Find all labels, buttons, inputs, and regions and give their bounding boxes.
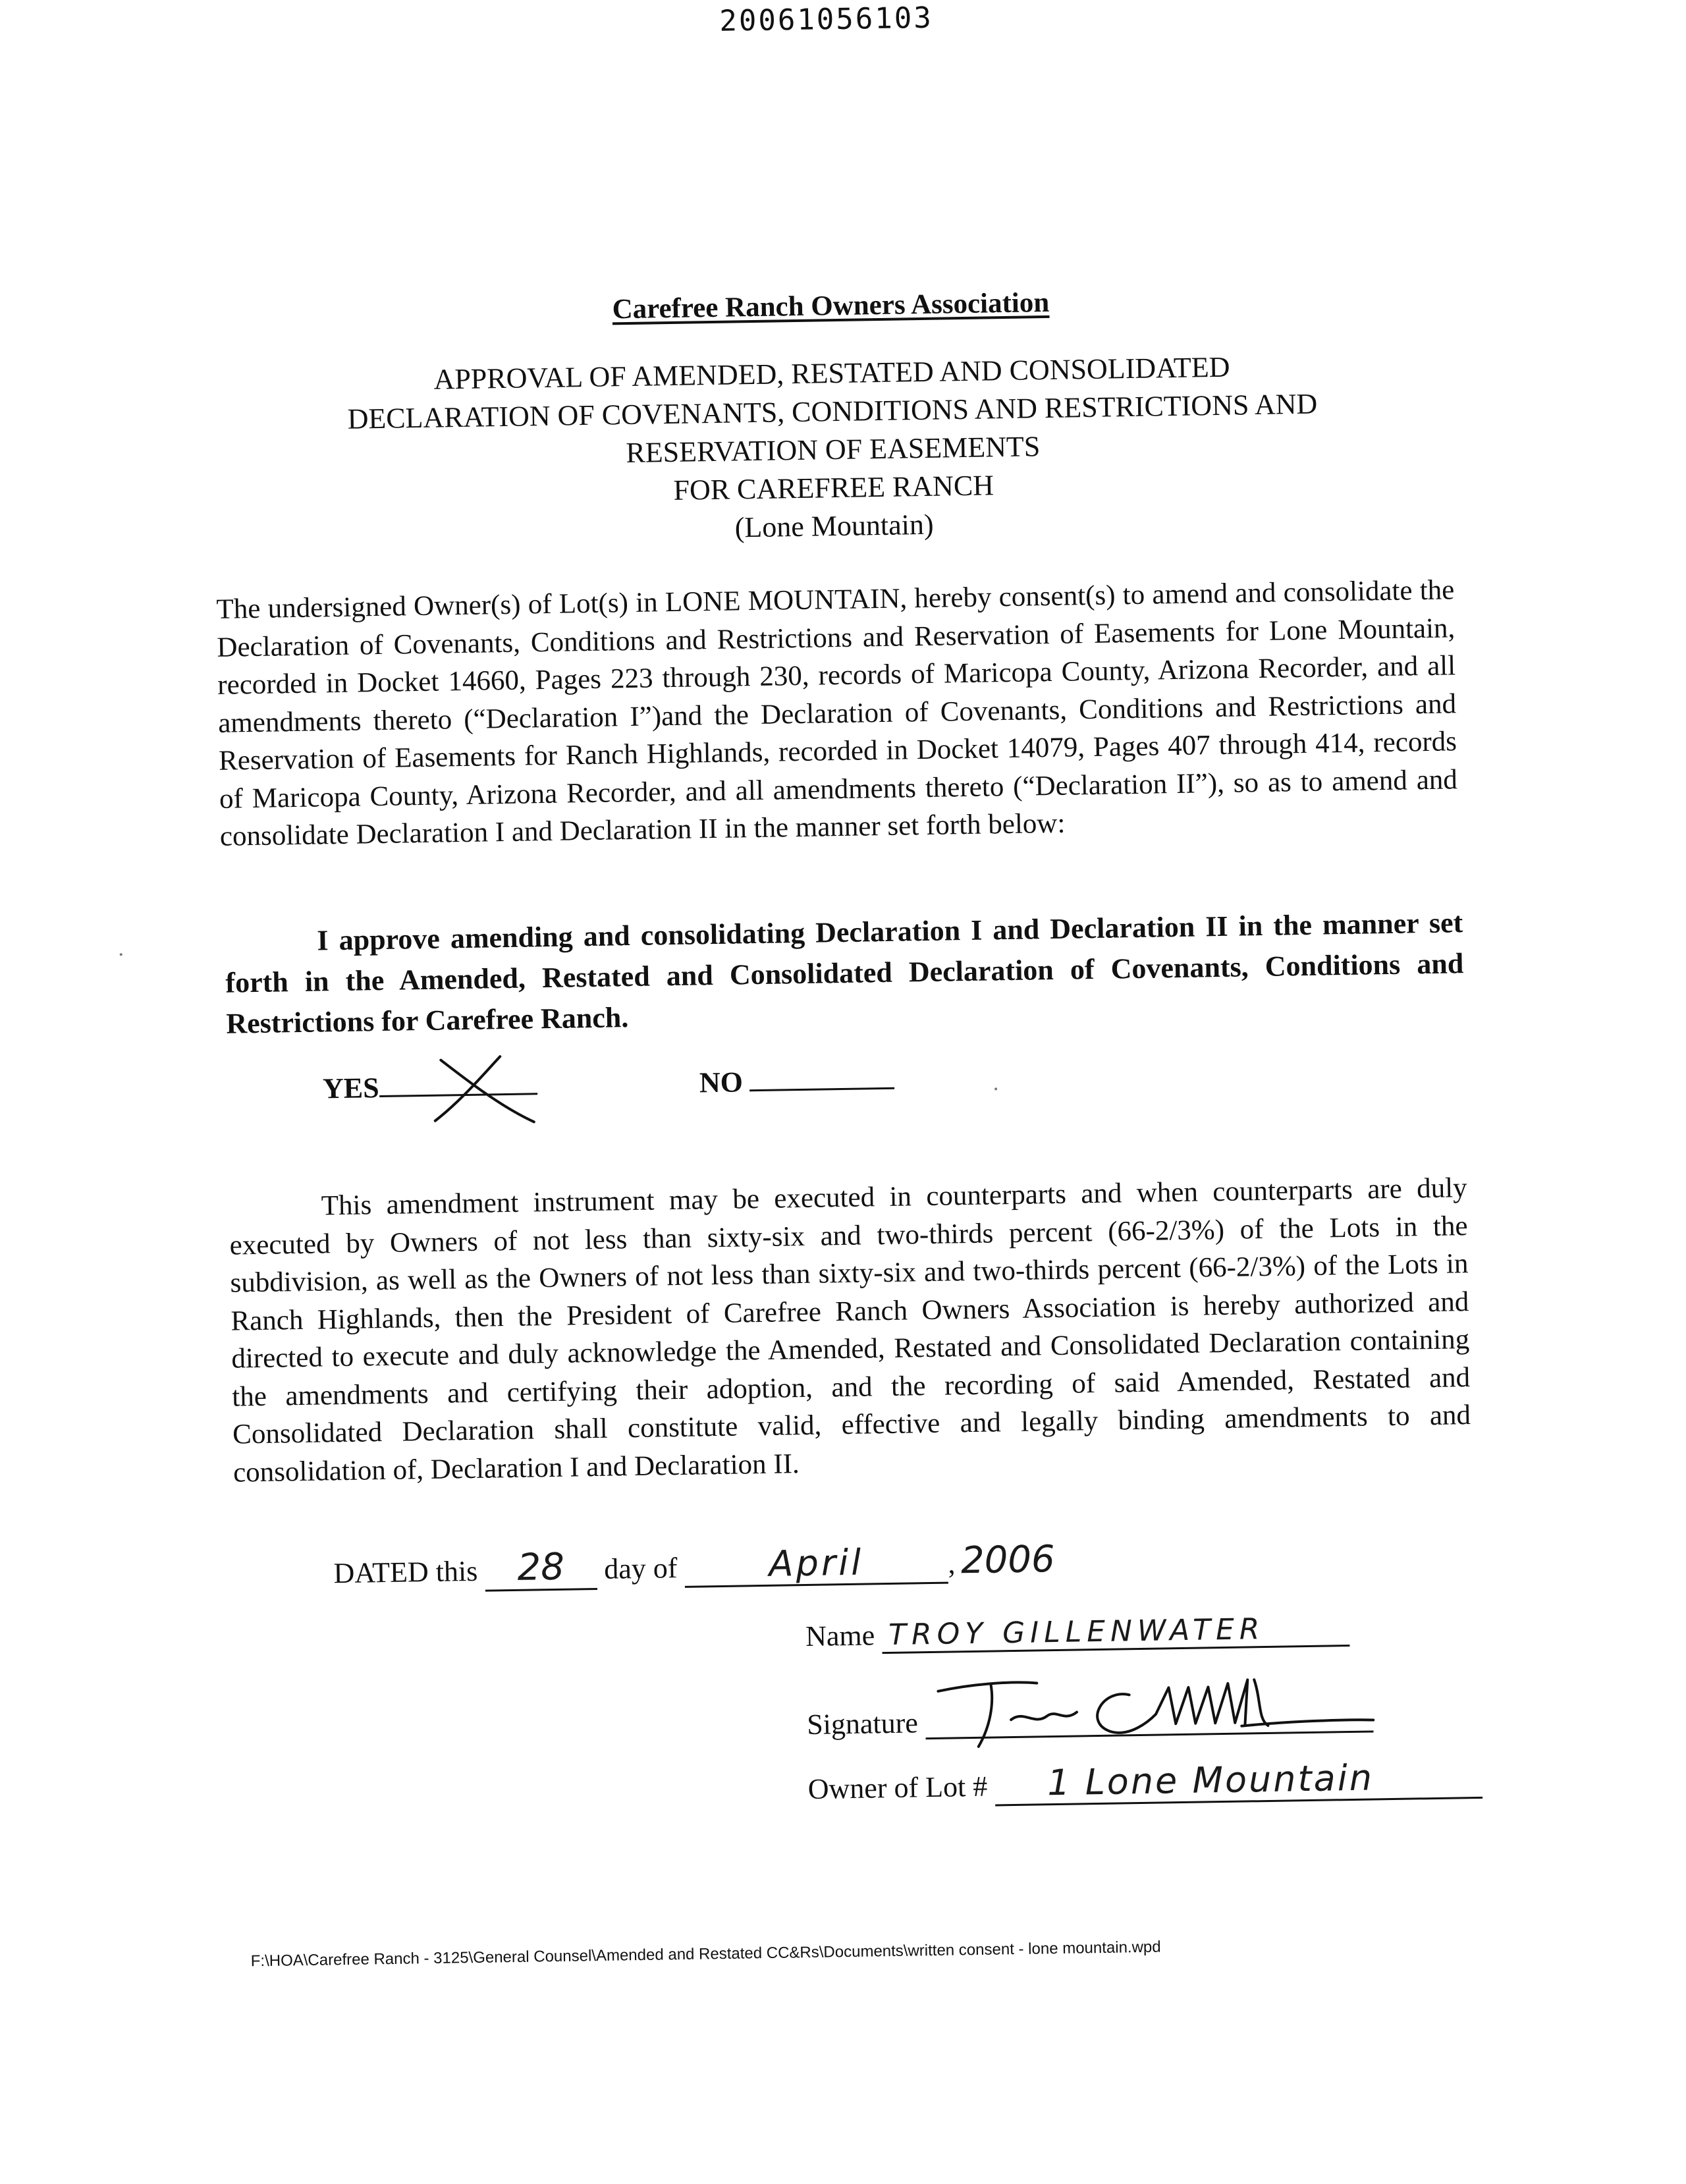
owner-lot-value: 1 Lone Mountain — [994, 1755, 1482, 1807]
yes-x-mark — [421, 1053, 541, 1128]
title-line: APPROVAL OF AMENDED, RESTATED AND CONSOLIDATED — [433, 350, 1230, 396]
owner-lot-label: Owner of Lot # — [807, 1770, 988, 1805]
dated-month: April — [684, 1541, 948, 1588]
document-number: 20061056103 — [719, 1, 934, 38]
approval-statement — [225, 902, 1465, 1045]
owner-signature-line — [925, 1684, 1373, 1739]
title-line: RESERVATION OF EASEMENTS — [626, 430, 1041, 470]
no-option — [699, 1061, 894, 1100]
association-title: Carefree Ranch Owners Association — [612, 287, 1050, 325]
scan-speck — [120, 953, 122, 956]
title-line: FOR CAREFREE RANCH — [673, 469, 994, 506]
title-line: (Lone Mountain) — [734, 508, 934, 544]
yes-label: YES — [322, 1072, 379, 1105]
owner-name-value: TROY GILLENWATER — [882, 1611, 1350, 1654]
approval-statement-text: I approve amending and consolidating Declaration I and Declaration II in the manner set forth in the Amended, Restated and Consolidated Declaration of Covenants, Conditions and Restrictions for Carefree Ranch. — [225, 906, 1464, 1040]
document-title — [0, 341, 1677, 559]
consent-paragraph: The undersigned Owner(s) of Lot(s) in LONE MOUNTAIN, hereby consent(s) to amend and consolidate the Declaration of Covenants, Conditions and Restrictions and Reservation of Easements for Lone Mountain, recorded in Docket 14660, Pages 223 through 230, records of Maricopa County, Arizona Recorder, and all amendments thereto (“Declaration I”)and the Declaration of Covenants, Conditions and Restrictions and Reservation of Easements for Ranch Highlands, recorded in Docket 14079, Pages 407 through 414, records of Maricopa County, Arizona Recorder, and all amendments thereto (“Declaration II”), so as to amend and consolidate Declaration I and Declaration II in the manner set forth below: — [216, 574, 1458, 852]
dated-prefix: DATED this — [333, 1554, 478, 1590]
footer-file-path: F:\HOA\Carefree Ranch - 3125\General Counsel\Amended and Restated CC&Rs\Documents\written consent - lone mountain.wpd — [250, 1938, 1161, 1971]
no-label: NO — [699, 1066, 744, 1099]
no-blank — [749, 1061, 894, 1091]
dated-year: 2006 — [960, 1538, 1056, 1583]
counterparts-paragraph-text: This amendment instrument may be executed in counterparts and when counterparts are duly executed by Owners of not less than sixty-six and two-thirds percent (66-2/3%) of the Lots in the subdivision, as well as the Owners of not less than sixty-six and two-thirds percent (66-2/3%) of the Lots in Ranch Highlands, then the President of Carefree Ranch Owners Association is hereby authorized and directed to execute and duly acknowledge the Amended, Restated and Consolidated Declaration containing the amendments and certifying their adoption, and the recording of said Amended, Restated and Consolidated Declaration shall constitute valid, effective and legally binding amendments to and consolidation of, Declaration I and Declaration II. — [229, 1172, 1471, 1488]
dated-day: 28 — [485, 1545, 597, 1592]
dated-line — [333, 1538, 1061, 1594]
signature-scrawl — [911, 1658, 1386, 1751]
owner-signature-row — [806, 1684, 1373, 1741]
owner-lot-row — [807, 1755, 1482, 1809]
counterparts-paragraph — [229, 1169, 1471, 1491]
title-line: DECLARATION OF COVENANTS, CONDITIONS AND RESTRICTIONS AND — [347, 387, 1318, 435]
owner-name-row — [805, 1611, 1350, 1655]
dated-day-of: day of — [603, 1552, 678, 1585]
dated-year-separator: , — [948, 1547, 956, 1580]
owner-name-label: Name — [805, 1619, 875, 1652]
scan-speck — [994, 1087, 997, 1090]
owner-signature-label: Signature — [806, 1706, 919, 1741]
